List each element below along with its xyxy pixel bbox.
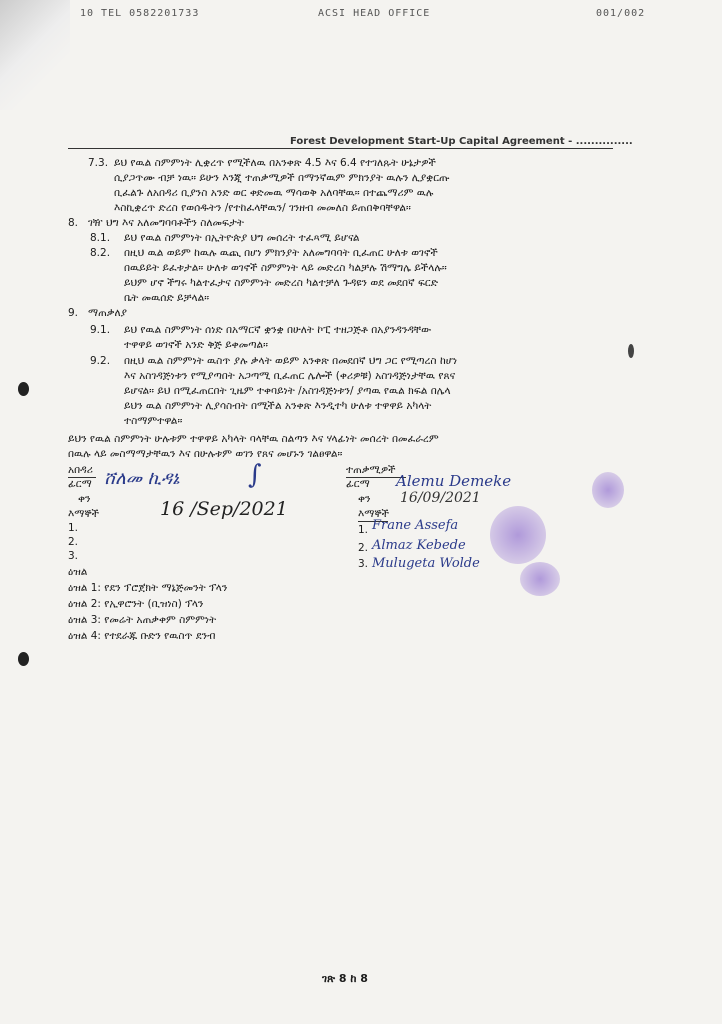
borrower-title: ተጠቃሚዎች: [346, 464, 396, 476]
borrower-sign-label: ፊርማ: [346, 478, 370, 490]
section-number: 7.3.: [88, 157, 109, 169]
section-heading: ገዥ ህግ እና አለመግባባቶችን ስለመፍታት: [88, 217, 244, 229]
lender-date-label: ቀን: [78, 493, 91, 505]
closing-line: ይህን የዉል ስምምነት ሁሉቱም ተዋዋይ አካላት ባላቸዉ ስልጣን እና ሃላፊነት መሰረት በመፈራረም: [68, 433, 439, 445]
folded-corner: [0, 0, 70, 110]
borrower-signature: Alemu Demeke: [396, 472, 512, 490]
witness-number: 2.: [68, 536, 79, 548]
fax-header-office: ACSI HEAD OFFICE: [318, 8, 431, 19]
witness-signature: Frane Assefa: [372, 518, 459, 533]
paragraph-line: እስኪቋረጥ ድረስ የወሰዱትን /የተከፈላቸዉን/ ገንዘብ መመለስ ይጠበቅባቸዋል።: [114, 202, 411, 214]
paragraph-line: ተዋዋይ ወገኖች አንድ ቅጅ ይቀመጣል።: [124, 339, 269, 351]
fax-header-page: 001/002: [596, 8, 646, 19]
document-header-title: Forest Development Start-Up Capital Agreement - ...............: [290, 136, 633, 147]
lender-witness-title: እማኞች: [68, 508, 100, 520]
punch-hole: [18, 382, 29, 396]
paragraph-line: ቤት መዉሰድ ይቻላል።: [124, 292, 210, 304]
edge-mark: [628, 344, 634, 358]
paragraph-line: በዚህ ዉል ስምምነት ዉስጥ ያሉ ቃላት ወይም አንቀጽ በመደበኛ ህግ ጋር የሚጣረስ ከሆነ: [124, 355, 458, 367]
lender-title: አበዳሪ: [68, 464, 93, 476]
subsection-number: 8.1.: [90, 232, 111, 244]
witness-signature: Mulugeta Wolde: [372, 556, 480, 571]
paragraph-line: ይህም ሆኖ ችግሩ ካልተፈታና ስምምነት መድረስ ካልተቻለ ጉዳዩን ወደ መደበኛ ፍርድ: [124, 277, 438, 289]
attachment-item: ዕዝል 1: የደን ፕሮጀክት ማኔጅመንት ፕላን: [68, 582, 228, 594]
lender-signature: ሸለመ ኪዳኔ: [104, 468, 180, 489]
borrower-date-handwritten: 16/09/2021: [400, 490, 481, 506]
attachment-item: ዕዝል 4: የተደራጁ ቡድን የዉስጥ ደንብ: [68, 630, 216, 642]
borrower-witness-title: እማኞች: [358, 508, 390, 520]
paragraph-line: ቢፈልጉ ለአበዳሪ ቢያንስ አንድ ወር ቀድመዉ ማሳወቅ አለባቸዉ። በተጨማሪም ዉሉ: [114, 187, 434, 199]
paragraph-line: ይህ የዉል ስምምነት ሊቋረጥ የሚችለዉ በአንቀጽ 4.5 እና 6.4 የተገለጹት ሁኔታዎች: [114, 157, 436, 169]
paragraph-line: ይህን ዉል ስምምነት ሊያሳስብት በሚችል አንቀጽ እንዲተካ ሁለቱ ተዋዋይ አካላት: [124, 400, 432, 412]
fingerprint-stamp: [592, 472, 624, 508]
witness-number: 3.: [68, 550, 79, 562]
paragraph-line: ይህ የዉል ስምምነት ሰነድ በአማርኛ ቋንቋ በሁለት ኮፒ ተዘጋጅቶ በአያንዳንዳቸው: [124, 324, 432, 336]
lender-sign-label: ፊርማ: [68, 478, 92, 490]
attachment-item: ዕዝል 2: የኢዋሮንት (ቢዝነስ) ፕላን: [68, 598, 204, 610]
paragraph-line: ይሆናል። ይህ በሚፈጠርበት ጊዜም ተቀባይነት /አስገዳጅነቱን/ ያጣዉ የዉል ክፍል በሌላ: [124, 385, 451, 397]
borrower-date-label: ቀን: [358, 493, 371, 505]
lender-date-handwritten: 16 /Sep/2021: [160, 498, 288, 520]
attachments-title: ዕዝል: [68, 566, 88, 578]
witness-number: 1.: [68, 522, 79, 534]
witness-number: 2.: [358, 542, 369, 554]
page-number: ገጽ 8 ከ 8: [322, 972, 368, 985]
subsection-number: 9.2.: [90, 355, 111, 367]
section-number: 8.: [68, 217, 79, 229]
witness-signature: Almaz Kebede: [372, 538, 466, 553]
attachment-item: ዕዝል 3: የመሬት አጠቃቀም ስምምነት: [68, 614, 217, 626]
paragraph-line: በዉይይት ይፈቱታል። ሁለቱ ወገኖች ስምምነት ላይ መድረስ ካልቻሉ ሽማግሌ ይችላሉ።: [124, 262, 447, 274]
paragraph-line: እና አስገዳጅነቱን የሚያጣበት አጋጣሚ ቢፈጠር ሌሎች (ቀሪዎቹ) አስገዳጅነታቸዉ የጸና: [124, 370, 456, 382]
fingerprint-stamp: [520, 562, 560, 596]
witness-number: 3.: [358, 558, 369, 570]
witness-number: 1.: [358, 524, 369, 536]
subsection-number: 8.2.: [90, 247, 111, 259]
subsection-number: 9.1.: [90, 324, 111, 336]
punch-hole: [18, 652, 29, 666]
section-heading: ማጠቃለያ: [88, 307, 128, 319]
lender-initial-mark: ∫: [248, 460, 262, 490]
paragraph-line: ተስማምተዋል።: [124, 415, 183, 427]
paragraph-line: በዚህ ዉል ወይም ከዉሉ ዉጪ በሆነ ምክንያት አለመግባባት ቢፈጠር ሁለቱ ወገኖች: [124, 247, 438, 259]
header-divider: [68, 148, 613, 149]
paragraph-line: ይህ የዉል ስምምነት በኢትዮጵያ ህግ መሰረት ተፈጻሚ ይሆናል: [124, 232, 360, 244]
fax-header-phone: 10 TEL 0582201733: [80, 8, 200, 19]
paragraph-line: ሲያጋጥሙ ብቻ ነዉ። ይሁን እንጂ ተጠቃሚዎች በማንኛዉም ምክንያት ዉሉን ሊያቋርጡ: [114, 172, 450, 184]
closing-line: በዉሉ ላይ መስማማታቸዉን እና በሁሉቱም ወገን የጸና መሆኑን ገልፀዋል።: [68, 448, 343, 460]
fingerprint-stamp: [490, 506, 546, 564]
section-number: 9.: [68, 307, 79, 319]
